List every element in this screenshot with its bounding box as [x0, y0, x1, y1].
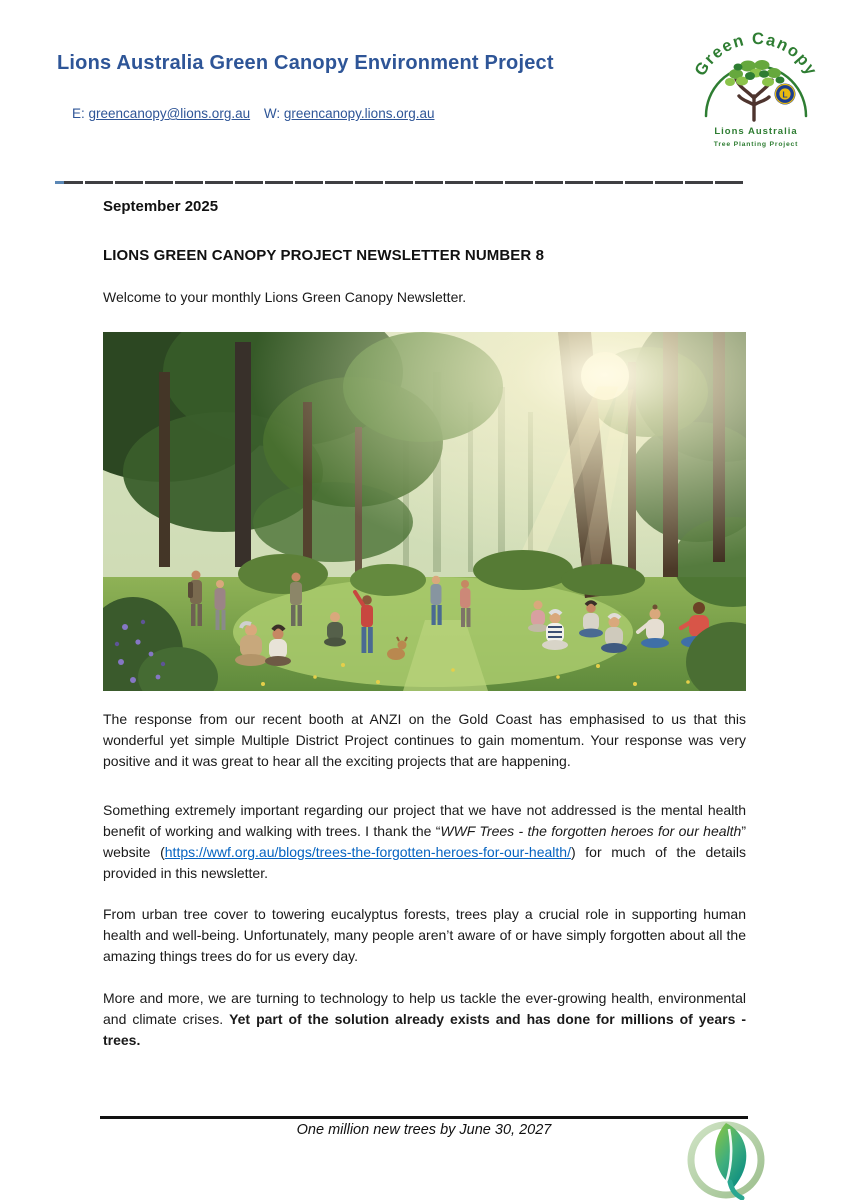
header-divider	[55, 181, 745, 184]
logo-arc-text: Green Canopy	[691, 29, 821, 80]
footer-rule	[100, 1116, 748, 1119]
website-link[interactable]: greencanopy.lions.org.au	[283, 106, 435, 121]
wwf-article-link[interactable]: https://wwf.org.au/blogs/trees-the-forgotten-heroes-for-our-health/	[164, 844, 571, 860]
issue-date: September 2025	[103, 198, 219, 215]
lions-badge-icon	[775, 84, 796, 105]
email-label: E:	[72, 106, 85, 121]
contact-line	[72, 106, 434, 121]
email-link[interactable]: greencanopy@lions.org.au	[88, 106, 251, 121]
paragraph-response: The response from our recent booth at ANZI on the Gold Coast has emphasised to us that this wonderful yet simple Multiple District Project continues to gain momentum. Your response was very positive and it was great to hear all the exciting projects that are happening.	[103, 711, 746, 769]
wwf-article-title: WWF Trees - the forgotten heroes for our health	[440, 823, 742, 839]
bold-solution-text: Yet part of the solution already exists and has done for millions of years - trees.	[103, 1011, 747, 1048]
paragraph-technology: More and more, we are turning to technology to help us tackle the ever-growing health, environmental and climate crises. Yet part of the solution already exists and has done for millions of years - trees.	[103, 990, 747, 1048]
svg-text:L: L	[782, 89, 788, 100]
logo-org-text: Lions Australia	[714, 126, 798, 137]
page-title: Lions Australia Green Canopy Environment Project	[57, 52, 554, 74]
green-canopy-logo	[690, 26, 822, 152]
divider-blue-tip	[55, 181, 64, 184]
newsletter-headline: LIONS GREEN CANOPY PROJECT NEWSLETTER NUMBER 8	[103, 247, 545, 264]
logo-sub-text: Tree Planting Project	[713, 141, 799, 148]
paragraph-mental-health: Something extremely important regarding our project that we have not addressed is the mental health benefit of working and walking with trees. I thank the “WWF Trees - the forgotten heroes for our health” website (https://wwf.org.au/blogs/trees-the-forgotten-heroes-for-our-health/) for much of the details provided in this newsletter.	[103, 802, 746, 881]
welcome-text: Welcome to your monthly Lions Green Canopy Newsletter.	[103, 289, 467, 305]
forest-photo	[103, 332, 746, 691]
leaf-logo-icon	[684, 1118, 768, 1200]
footer-tagline: One million new trees by June 30, 2027	[296, 1122, 552, 1138]
web-label: W:	[263, 106, 281, 121]
paragraph-tree-cover: From urban tree cover to towering eucalyptus forests, trees play a crucial role in supporting human health and well-being. Unfortunately, many people aren’t aware of or have simply forgotten about all the amazing things trees do for us every day.	[103, 906, 746, 964]
